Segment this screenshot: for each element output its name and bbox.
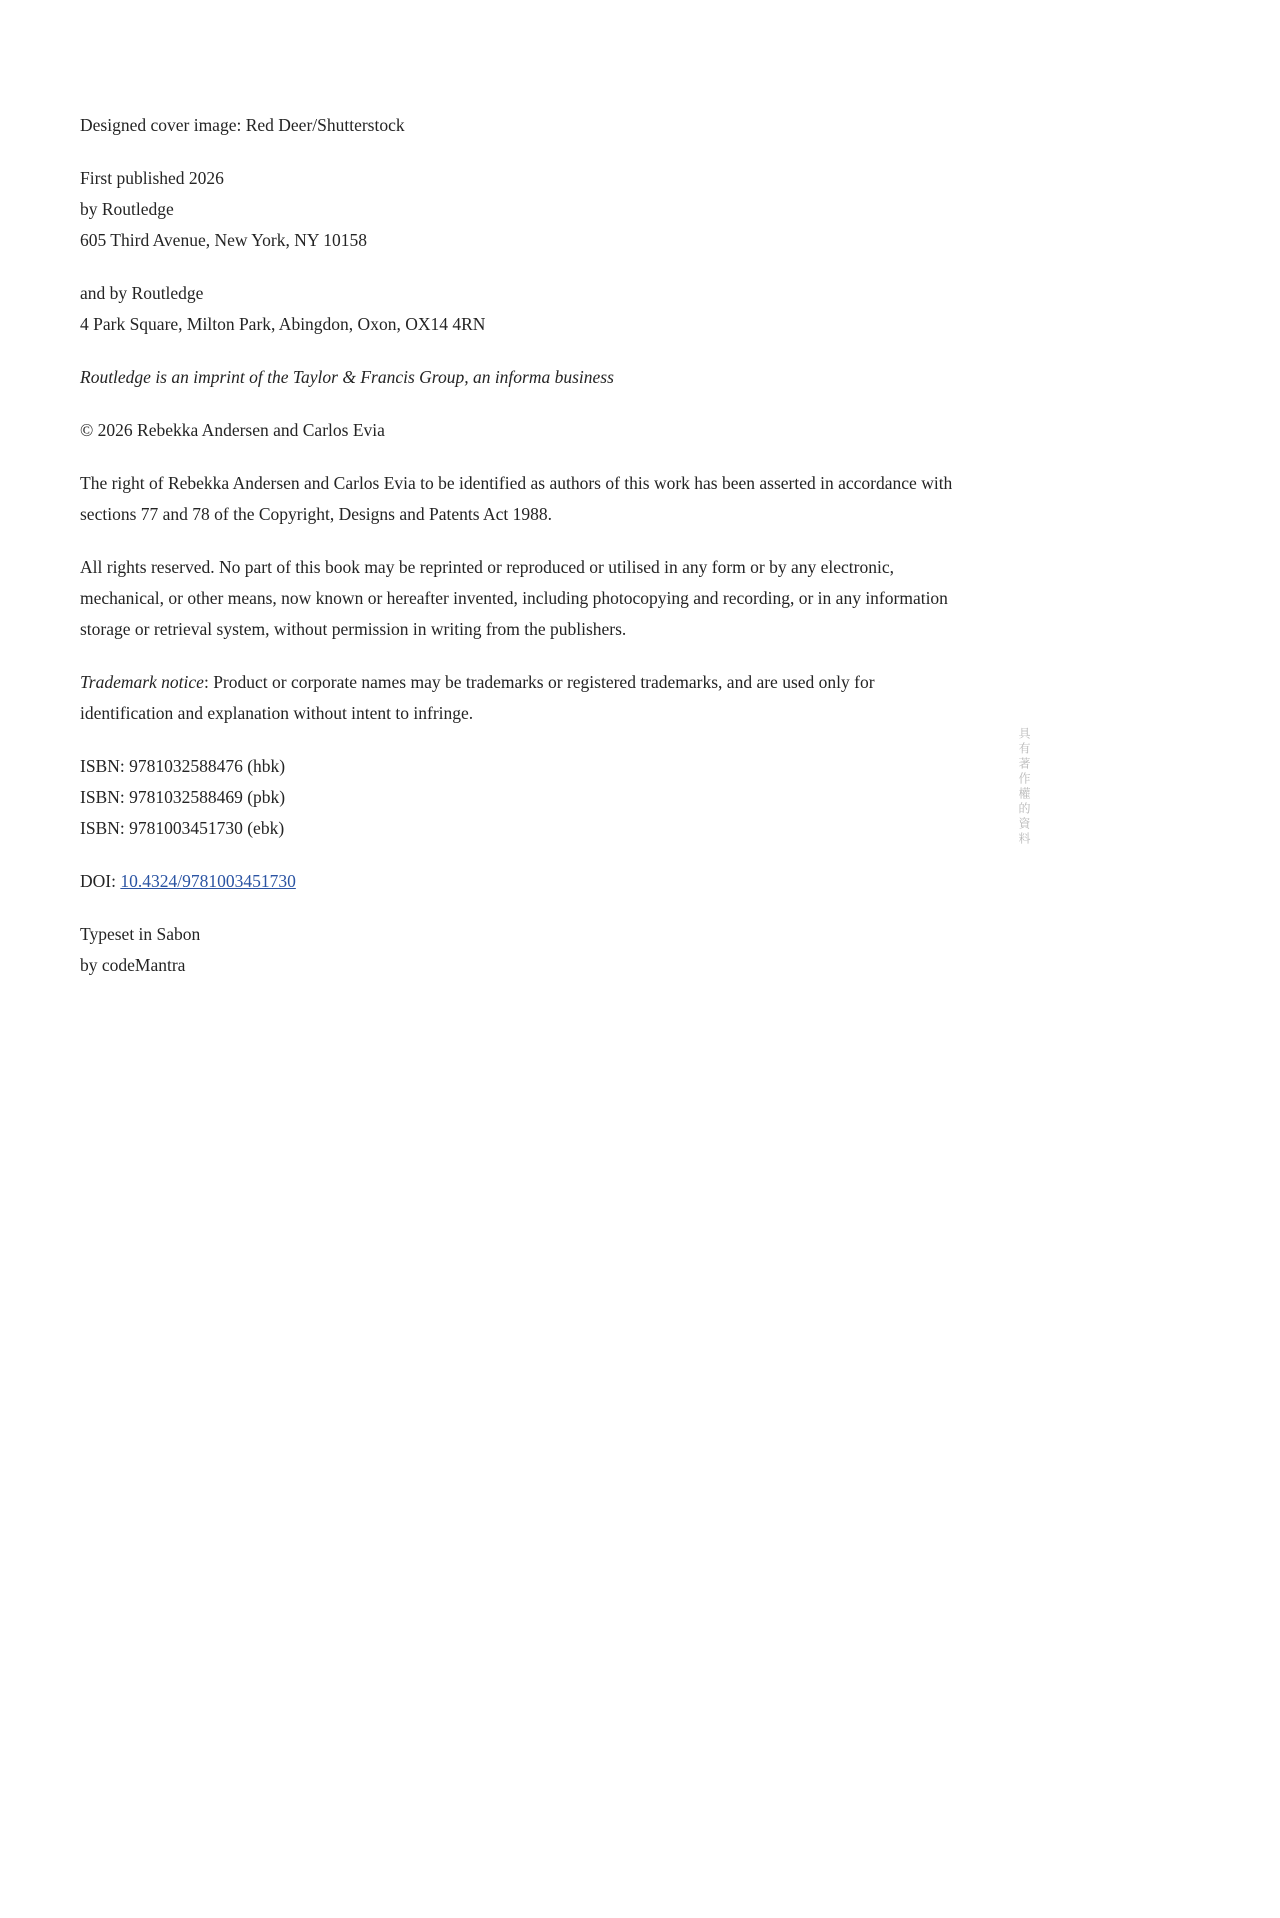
and-by-line: and by Routledge: [80, 283, 204, 303]
publisher-address-uk: 4 Park Square, Milton Park, Abingdon, Oxon, OX14 4RN: [80, 314, 486, 334]
cover-credit: Designed cover image: Red Deer/Shutterstock: [80, 115, 405, 135]
doi-label: DOI:: [80, 871, 121, 891]
typeset-vendor-line: by codeMantra: [80, 955, 186, 975]
isbn-ebk: ISBN: 9781003451730 (ebk): [80, 818, 285, 838]
isbn-block: [80, 751, 966, 844]
typeset-font-line: Typeset in Sabon: [80, 924, 201, 944]
copyright-line: © 2026 Rebekka Andersen and Carlos Evia: [80, 420, 385, 440]
first-published-line: First published 2026: [80, 168, 224, 188]
trademark-notice-label: Trademark notice: [80, 672, 204, 692]
rights-assertion: The right of Rebekka Andersen and Carlos Evia to be identified as authors of this work has been asserted in accordance with sections 77 and 78 of the Copyright, Designs and Patents Act 1988.: [80, 473, 953, 524]
publisher-name-line: by Routledge: [80, 199, 174, 219]
copyrighted-material-watermark: 具有著作權的資料: [1017, 727, 1031, 847]
trademark-notice: [80, 667, 966, 729]
copyright-page: [80, 110, 966, 1003]
all-rights-reserved: All rights reserved. No part of this book may be reprinted or reproduced or utilised in any form or by any electronic, mechanical, or other means, now known or hereafter invented, including photocopying and recording, or in any information storage or retrieval system, without permission in writing from the publishers.: [80, 557, 948, 639]
imprint-notice: Routledge is an imprint of the Taylor & Francis Group, an informa business: [80, 367, 614, 387]
isbn-hbk: ISBN: 9781032588476 (hbk): [80, 756, 286, 776]
publisher-address-us: 605 Third Avenue, New York, NY 10158: [80, 230, 367, 250]
doi-link[interactable]: 10.4324/9781003451730: [120, 871, 296, 891]
doi-line: [80, 866, 966, 897]
typeset-block: [80, 919, 966, 981]
isbn-pbk: ISBN: 9781032588469 (pbk): [80, 787, 286, 807]
publisher-us-block: [80, 163, 966, 256]
publisher-uk-block: [80, 278, 966, 340]
trademark-notice-body: : Product or corporate names may be trademarks or registered trademarks, and are used only for identification and explanation without intent to infringe.: [80, 672, 875, 723]
